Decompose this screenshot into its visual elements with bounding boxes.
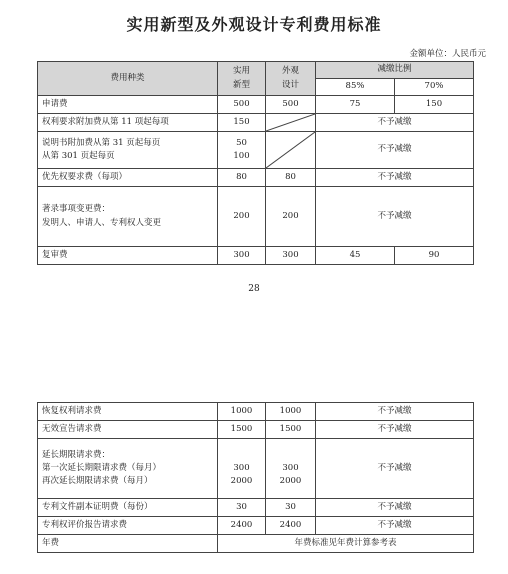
fee-name: 无效宣告请求费 — [38, 421, 218, 439]
design-amount: 300 2000 — [266, 439, 316, 499]
table-row — [38, 403, 474, 421]
utility-amount: 300 2000 — [218, 439, 266, 499]
design-amount: 30 — [266, 499, 316, 517]
design-amount: 200 — [266, 187, 316, 247]
reduction-85-amount: 45 — [316, 247, 395, 265]
design-amount: 500 — [266, 96, 316, 114]
fee-name: 复审费 — [38, 247, 218, 265]
utility-amount: 50 100 — [218, 132, 266, 169]
utility-amount: 80 — [218, 169, 266, 187]
reduction-70-amount: 90 — [395, 247, 474, 265]
currency-unit-note: 金额单位：人民币元 — [409, 49, 486, 59]
reduction-note: 不予减缴 — [316, 187, 474, 247]
fee-name: 权利要求附加费从第 11 项起每项 — [38, 114, 218, 132]
page-title: 实用新型及外观设计专利费用标准 — [126, 15, 382, 34]
table-row — [38, 187, 474, 247]
diagonal-line — [266, 132, 315, 168]
reduction-note: 不予减缴 — [316, 403, 474, 421]
utility-amount: 500 — [218, 96, 266, 114]
table-row — [38, 114, 474, 132]
reduction-note: 不予减缴 — [316, 439, 474, 499]
fee-name: 专利权评价报告请求费 — [38, 517, 218, 535]
table-row — [38, 96, 474, 114]
reduction-note: 不予减缴 — [316, 517, 474, 535]
reduction-70-amount: 150 — [395, 96, 474, 114]
not-applicable-cell — [266, 114, 316, 132]
fee-name: 著录事项变更费： 发明人、申请人、专利权人变更 — [38, 187, 218, 247]
utility-amount: 200 — [218, 187, 266, 247]
fee-name: 优先权要求费（每项） — [38, 169, 218, 187]
utility-amount: 1000 — [218, 403, 266, 421]
table-row — [38, 247, 474, 265]
reduction-note: 不予减缴 — [316, 421, 474, 439]
fee-name: 专利文件副本证明费（每份） — [38, 499, 218, 517]
page-number: 28 — [248, 284, 260, 294]
table-row — [38, 499, 474, 517]
table-row — [38, 132, 474, 169]
fee-name: 恢复权利请求费 — [38, 403, 218, 421]
table-row — [38, 439, 474, 499]
fee-name: 说明书附加费从第 31 页起每页 从第 301 页起每页 — [38, 132, 218, 169]
fee-name: 延长期限请求费： 第一次延长期限请求费（每月） 再次延长期限请求费（每月） — [38, 439, 218, 499]
utility-amount: 300 — [218, 247, 266, 265]
reduction-note: 不予减缴 — [316, 132, 474, 169]
header-85-percent: 85% — [316, 79, 395, 96]
design-amount: 1000 — [266, 403, 316, 421]
table-row — [38, 421, 474, 439]
design-amount: 2400 — [266, 517, 316, 535]
header-category: 费用种类 — [38, 62, 218, 96]
utility-amount: 1500 — [218, 421, 266, 439]
header-design: 外观 设计 — [266, 62, 316, 96]
header-utility-model: 实用 新型 — [218, 62, 266, 96]
fee-table-upper — [37, 61, 474, 265]
annual-fee-note: 年费标准见年费计算参考表 — [218, 535, 474, 553]
utility-amount: 30 — [218, 499, 266, 517]
fee-name: 申请费 — [38, 96, 218, 114]
header-70-percent: 70% — [395, 79, 474, 96]
diagonal-line — [266, 114, 315, 131]
fee-name: 年费 — [38, 535, 218, 553]
table-row — [38, 169, 474, 187]
not-applicable-cell — [266, 132, 316, 169]
reduction-85-amount: 75 — [316, 96, 395, 114]
design-amount: 80 — [266, 169, 316, 187]
header-reduction-ratio: 减缴比例 — [316, 62, 474, 79]
reduction-note: 不予减缴 — [316, 114, 474, 132]
table-row — [38, 535, 474, 553]
reduction-note: 不予减缴 — [316, 499, 474, 517]
table-row — [38, 517, 474, 535]
design-amount: 1500 — [266, 421, 316, 439]
utility-amount: 150 — [218, 114, 266, 132]
reduction-note: 不予减缴 — [316, 169, 474, 187]
utility-amount: 2400 — [218, 517, 266, 535]
design-amount: 300 — [266, 247, 316, 265]
fee-table-lower — [37, 402, 474, 553]
